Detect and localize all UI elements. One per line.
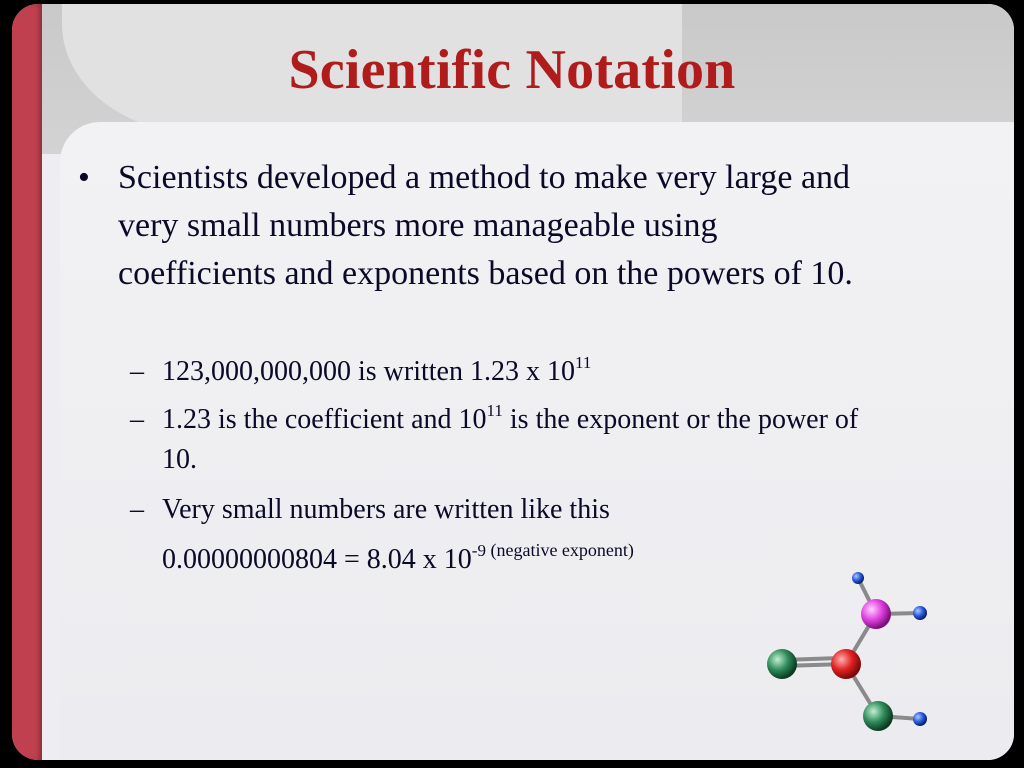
exponent: -9: [471, 540, 486, 560]
sub-item-2: [130, 400, 890, 480]
sub-item-marker: –: [130, 356, 144, 387]
slide-title: Scientific Notation: [288, 39, 736, 101]
exponent: 11: [486, 400, 503, 420]
left-accent-bar: [12, 4, 42, 760]
sub-item-3-line1: Very small numbers are written like this: [162, 494, 610, 525]
sub-item-marker: –: [130, 404, 144, 435]
sub-item-1-text: 123,000,000,000 is written 1.23 x 10: [162, 356, 575, 387]
bullet-marker: •: [78, 159, 90, 196]
main-bullet: [78, 154, 878, 298]
exponent: 11: [575, 352, 592, 372]
sub-item-1: [130, 352, 890, 392]
sub-item-text: [130, 352, 890, 392]
sub-item-3: [130, 490, 890, 580]
sub-item-text: [130, 400, 890, 480]
bullet-text: Scientists developed a method to make very large and very small numbers more manageable using coefficients and exponents based on the powers of 10.: [118, 159, 853, 292]
negative-exponent-note: (negative exponent): [485, 540, 634, 560]
sub-item-2-text-b: is the exponent or the power of 10.: [162, 404, 859, 475]
molecule-icon: [760, 568, 940, 738]
sub-item-text: [130, 490, 890, 580]
sub-item-marker: –: [130, 494, 144, 525]
sub-item-3-line2: 0.00000000804 = 8.04 x 10: [162, 544, 472, 575]
sub-item-2-text-a: 1.23 is the coefficient and 10: [162, 404, 487, 435]
